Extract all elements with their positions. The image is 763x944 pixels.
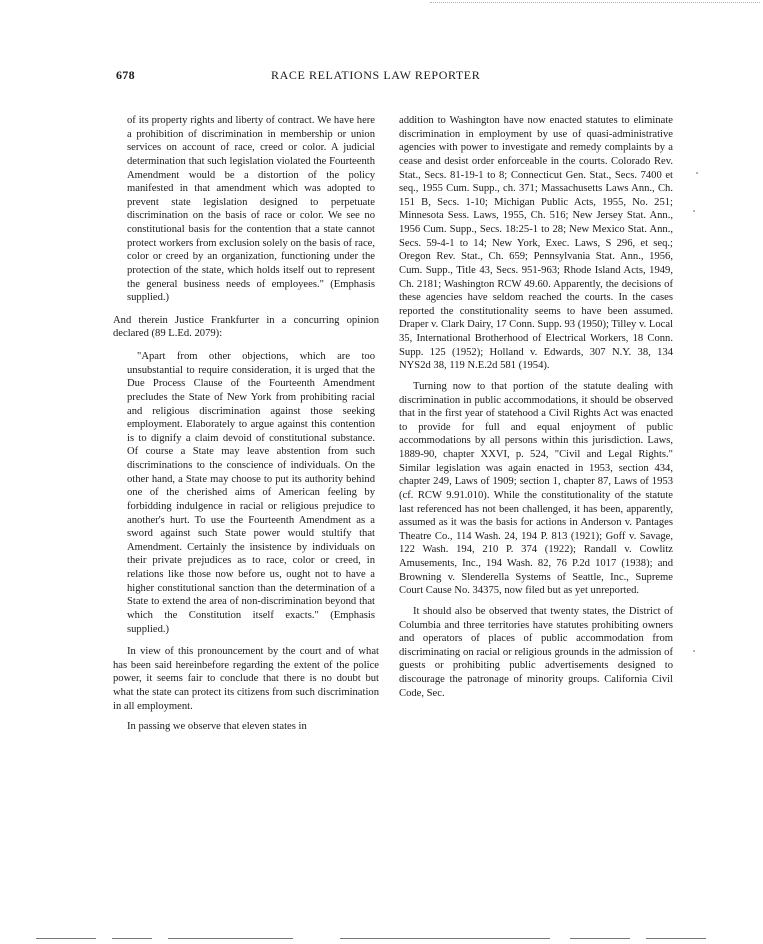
scan-speck [693, 210, 695, 212]
running-head: RACE RELATIONS LAW REPORTER [271, 68, 481, 82]
statutes-paragraph: addition to Washington have now enacted statutes to eliminate discrimination in employment by use of quasi-administrative agencies with power to investigate and remedy complaints by a cease and desist order enforceable in the courts. Colorado Rev. Stat., Secs. 81-19-1 to 8; Connecticut Gen. Stat., Secs. 7400 et seq., 1955 Cum. Supp., ch. 371; Massachusetts Laws Ann., Ch. 151 B, Secs. 1-10; Michigan Public Acts, 1955, No. 251; Minnesota Sess. Laws, 1955, Ch. 516; New Jersey Stat. Ann., 1956 Cum. Supp., Secs. 18:25-1 to 28; New Mexico Stat. Ann., Secs. 59-4-1 to 14; New York, Exec. Laws, S 296, et seq.; Oregon Rev. Stat., Ch. 659; Pennsylvania Stat. Ann., 1956, Cum. Supp., Title 43, Secs. 951-963; Rhode Island Acts, 1949, Ch. 2181; Washington RCW 49.60. Apparently, the decisions of these agencies have seldom reached the courts. In the cases reported the constitutionality seems to have been assumed. Draper v. Clark Dairy, 17 Conn. Supp. 93 (1950); Tilley v. Local 35, International Brotherhood of Electrical Workers, 18 Conn. Supp. 125 (1952); Holland v. Edwards, 307 N.Y. 38, 134 NYS2d 38, 119 N.E.2d 581 (1954). [399, 115, 673, 372]
quoted-opinion-paragraph: of its property rights and liberty of contract. We have here a prohibition of discrimination in membership or union services on account of race, creed or color. A judicial determination that such legislation violated the Fourteenth Amendment would be a distortion of the policy manifested in that amendment which was adopted to prevent state legislation designed to perpetuate discrimination on the basis of race or color. We see no constitutional basis for the contention that a state cannot protect workers from exclusion solely on the basis of race, color or creed by an organization, functioning under the protection of the state, which holds itself out to represent the general business needs of employees." (Emphasis supplied.) [127, 115, 375, 304]
public-accommodations-paragraph: Turning now to that portion of the statute dealing with discrimination in public accommodations, it should be observed that in the first year of statehood a Civil Rights Act was enacted to provide for full and equal enjoyment of public accommodations by all persons within this jurisdiction. Laws, 1889-90, chapter XXVI, p. 524, "Civil and Legal Rights." Similar legislation was again enacted in 1953, section 434, chapter 249, Laws of 1909; section 1, chapter 87, Laws of 1953 (cf. RCW 9.91.010). While the constitutionality of the statute last referenced has not been challenged, it has been, apparently, assumed as it was the basis for actions in Anderson v. Pantages Theatre Co., 114 Wash. 24, 194 P. 813 (1921); Goff v. Savage, 122 Wash. 194, 210 P. 374 (1922); Randall v. Cowlitz Amusements, Inc., 194 Wash. 82, 76 P.2d 1017 (1938); and Browning v. Slenderella Systems of Seattle, Inc., Supreme Court Cause No. 34375, now filed but as yet unreported. [399, 380, 673, 597]
frankfurter-intro-paragraph: And therein Justice Frankfurter in a concurring opinion declared (89 L.Ed. 2079): [113, 314, 379, 340]
left-column [113, 114, 379, 734]
footer-rule [646, 938, 706, 939]
footer-rule [36, 938, 96, 939]
footer-rule [168, 938, 293, 939]
right-column [399, 114, 673, 700]
frankfurter-quote-paragraph: "Apart from other objections, which are too unsubstantial to require consideration, it is urged that the Due Process Clause of the Fourteenth Amendment precludes the State of New York from prohibiting racial and religious discrimination against those seeking employment. Elaborately to argue against this contention is to dignify a claim devoid of constitutional substance. Of course a State may leave abstention from such discriminations to the conscience of individuals. On the other hand, a State may choose to put its authority behind one of the cherished aims of American feeling by forbidding indulgence in racial or religious prejudice to another's hurt. To use the Fourteenth Amendment as a sword against such State power would stultify that Amendment. Certainly the insistence by individuals on their private prejudices as to race, color or creed, in relations like those now before us, ought not to have a higher constitutional sanction than the determination of a State to extend the area of non-discrimination beyond that which the Constitution itself exacts." (Emphasis supplied.) [127, 351, 375, 635]
page-header [116, 68, 703, 84]
scan-top-edge [430, 2, 760, 3]
eleven-states-paragraph: In passing we observe that eleven states in [127, 721, 307, 733]
footer-rule [340, 938, 550, 939]
conclusion-paragraph: In view of this pronouncement by the court and of what has been said hereinbefore regarding the extent of the police power, it seems fair to conclude that there is no doubt but what the state can protect its citizens from such discrimination in all employment. [113, 646, 379, 712]
footer-rule [570, 938, 630, 939]
footer-rule [112, 938, 152, 939]
scan-speck [696, 172, 698, 174]
twenty-states-paragraph: It should also be observed that twenty states, the District of Columbia and three territories have statutes prohibiting owners and operators of places of public accommodation from discriminating on racial or religious grounds in the admission of guests or prohibiting public advertisements designed to discourage the patronage of minority groups. California Civil Code, Sec. [399, 605, 673, 699]
page-number: 678 [116, 68, 135, 82]
scan-speck [693, 650, 695, 652]
